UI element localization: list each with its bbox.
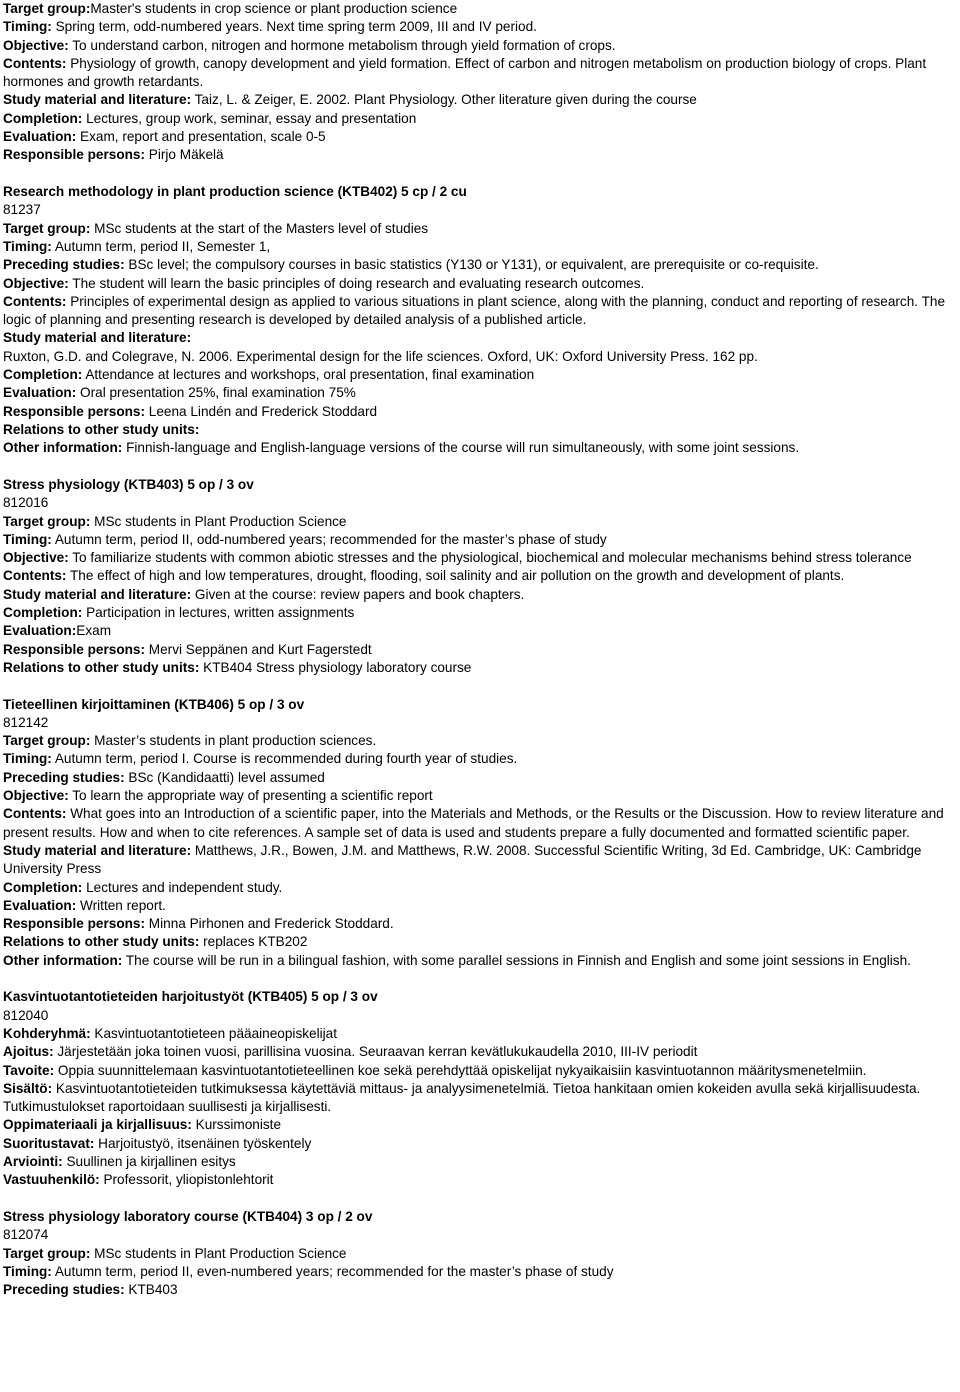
field-value: Exam: [76, 623, 112, 639]
course-field: [3, 659, 960, 677]
course-field: [3, 55, 960, 92]
field-label: Vastuuhenkilö:: [3, 1172, 100, 1188]
course-field: [3, 842, 960, 879]
course-title: Stress physiology (KTB403) 5 op / 3 ov: [3, 476, 254, 492]
field-label: Study material and literature:: [3, 842, 192, 858]
field-value: Lectures, group work, seminar, essay and presentation: [82, 110, 417, 126]
field-value: BSc level; the compulsory courses in basic statistics (Y130 or Y131), or equivalent, are prerequisite or co-requisite.: [124, 257, 819, 273]
field-label: Completion:: [3, 879, 83, 895]
field-label: Relations to other study units:: [3, 659, 200, 675]
field-value: Finnish-language and English-language versions of the course will run simultaneously, with some joint sessions.: [122, 440, 800, 456]
field-label: Timing:: [3, 751, 52, 767]
field-value: Principles of experimental design as applied to various situations in plant science, along with the planning, conduct and reporting of research. The logic of planning and presenting research is developed by detailed analysis of a published article.: [3, 293, 946, 328]
course-field: [3, 293, 960, 330]
field-label: Kohderyhmä:: [3, 1026, 91, 1041]
field-value: KTB404 Stress physiology laboratory course: [199, 659, 472, 675]
field-label: Completion:: [3, 604, 83, 620]
field-value: Pirjo Mäkelä: [145, 147, 224, 163]
field-value: MSc students in Plant Production Science: [90, 1245, 347, 1261]
course-field: [3, 641, 960, 659]
course-field: [3, 329, 960, 347]
course-field: [3, 421, 960, 439]
course-field: [3, 769, 960, 787]
course-field: [3, 952, 960, 970]
field-label: Contents:: [3, 568, 67, 584]
course-field: [3, 1043, 960, 1061]
field-value: Exam, report and presentation, scale 0-5: [76, 129, 326, 145]
course-section: [3, 696, 960, 970]
course-field: [3, 1135, 960, 1153]
field-label: Timing:: [3, 238, 52, 254]
field-value: Professorit, yliopistonlehtorit: [99, 1172, 274, 1188]
course-field: [3, 220, 960, 238]
field-label: Contents:: [3, 293, 67, 309]
course-code: 812040: [3, 1007, 49, 1023]
field-value: Oral presentation 25%, final examination 75%: [76, 385, 356, 401]
field-label: Responsible persons:: [3, 403, 146, 419]
field-label: Oppimateriaali ja kirjallisuus:: [3, 1117, 192, 1133]
field-value: Mervi Seppänen and Kurt Fagerstedt: [145, 641, 372, 657]
course-field: [3, 622, 960, 640]
course-field: [3, 256, 960, 274]
field-value: Written report.: [76, 897, 166, 913]
field-value: The student will learn the basic principles of doing research and evaluating research outcomes.: [68, 275, 645, 291]
intro-section: [3, 0, 960, 165]
course-field: [3, 604, 960, 622]
field-label: Completion:: [3, 110, 83, 126]
field-value: What goes into an Introduction of a scientific paper, into the Materials and Methods, or the Results or the Discussion. How to review literature and present results. How and when to cite references. A sample set of data is used and students prepare a fully documented and formatted scientific paper.: [3, 806, 944, 840]
course-field: [3, 275, 960, 293]
field-value: MSc students in Plant Production Science: [90, 513, 347, 529]
field-value: KTB403: [124, 1282, 178, 1298]
field-value: Kasvintuotantotieteiden tutkimuksessa käytettäviä mittaus- ja analyysimenetelmiä. Tietoa hankitaan omien kokeiden avulla sekä kirjallisuudesta. Tutkimustulokset raportoidaan suullisesti ja kirjallisesti.: [3, 1080, 921, 1115]
field-value: Harjoitustyö, itsenäinen työskentely: [94, 1135, 312, 1151]
field-value: Oppia suunnittelemaan kasvintuotantotieteellinen koe sekä perehdyttää opiskelijat nykyaikaisiin kasvintuotannon määritysmenetelmiin.: [54, 1062, 867, 1078]
field-value: Minna Pirhonen and Frederick Stoddard.: [145, 916, 394, 932]
course-field: [3, 1245, 960, 1263]
course-code: 81237: [3, 202, 41, 218]
field-label: Target group:: [3, 1, 91, 16]
field-label: Target group:: [3, 1245, 91, 1261]
course-field: [3, 586, 960, 604]
field-value: Järjestetään joka toinen vuosi, parillisina vuosina. Seuraavan kerran kevätlukukaudella 2010, III-IV periodit: [53, 1044, 698, 1060]
field-label: Ajoitus:: [3, 1044, 54, 1060]
field-value: Master’s students in plant production sciences.: [90, 733, 377, 749]
course-title: Research methodology in plant production science (KTB402) 5 cp / 2 cu: [3, 184, 467, 200]
course-title: Stress physiology laboratory course (KTB404) 3 op / 2 ov: [3, 1209, 373, 1225]
field-label: Timing:: [3, 531, 52, 547]
field-value: Lectures and independent study.: [82, 879, 283, 895]
field-label: Objective:: [3, 788, 69, 804]
course-field: [3, 18, 960, 36]
course-field: [3, 750, 960, 768]
course-field: [3, 897, 960, 915]
course-field: [3, 567, 960, 585]
field-label: Responsible persons:: [3, 147, 146, 163]
course-field: [3, 787, 960, 805]
field-label: Arviointi:: [3, 1154, 63, 1170]
field-label: Responsible persons:: [3, 641, 146, 657]
field-value: Autumn term, period II, odd-numbered years; recommended for the master’s phase of study: [51, 531, 607, 547]
field-value: Matthews, J.R., Bowen, J.M. and Matthews, R.W. 2008. Successful Scientific Writing, 3d Ed. Cambridge, UK: Cambridge University Press: [3, 842, 922, 877]
course-code: 812142: [3, 714, 49, 730]
field-label: Target group:: [3, 733, 91, 749]
field-label: Tavoite:: [3, 1062, 55, 1078]
field-label: Preceding studies:: [3, 769, 125, 785]
field-label: Sisältö:: [3, 1080, 53, 1096]
course-field: [3, 0, 960, 18]
field-label: Objective:: [3, 275, 69, 291]
course-field: [3, 915, 960, 933]
field-value: Leena Lindén and Frederick Stoddard: [145, 403, 378, 419]
field-label: Evaluation:: [3, 385, 77, 401]
course-field: [3, 1281, 960, 1299]
field-label: Objective:: [3, 550, 69, 566]
field-label: Preceding studies:: [3, 1282, 125, 1298]
course-field: [3, 439, 960, 457]
course-field: [3, 531, 960, 549]
course-field: [3, 933, 960, 951]
field-label: Completion:: [3, 367, 83, 383]
section-spacer: [3, 677, 960, 695]
course-field: [3, 1062, 960, 1080]
course-code: 812074: [3, 1227, 49, 1243]
field-value: Suullinen ja kirjallinen esitys: [62, 1154, 236, 1170]
field-label: Preceding studies:: [3, 257, 125, 273]
field-label: Other information:: [3, 952, 123, 968]
field-value: Kurssimoniste: [191, 1117, 282, 1133]
course-field: [3, 366, 960, 384]
field-label: Contents:: [3, 55, 67, 71]
field-label: Study material and literature:: [3, 92, 192, 108]
field-value: Master's students in crop science or plant production science: [90, 1, 458, 16]
field-value: To learn the appropriate way of presenting a scientific report: [68, 788, 433, 804]
course-field: [3, 549, 960, 567]
course-field: [3, 384, 960, 402]
course-field: [3, 1080, 960, 1117]
course-field: [3, 732, 960, 750]
course-section: [3, 988, 960, 1189]
field-value: Autumn term, period II, even-numbered years; recommended for the master’s phase of study: [51, 1263, 614, 1279]
course-field: [3, 1171, 960, 1189]
course-title: Tieteellinen kirjoittaminen (KTB406) 5 op / 3 ov: [3, 696, 305, 712]
field-label: Target group:: [3, 220, 91, 236]
course-field: [3, 513, 960, 531]
courses-list: [3, 165, 960, 1300]
course-field: [3, 128, 960, 146]
course-field: [3, 146, 960, 164]
field-label: Study material and literature:: [3, 586, 192, 602]
course-field: [3, 1153, 960, 1171]
field-label: Timing:: [3, 1263, 52, 1279]
field-label: Contents:: [3, 806, 67, 822]
field-label: Timing:: [3, 19, 52, 35]
course-field: [3, 805, 960, 842]
course-field: [3, 91, 960, 109]
course-field: [3, 110, 960, 128]
field-value: To understand carbon, nitrogen and hormone metabolism through yield formation of crops.: [68, 37, 616, 53]
field-label: Responsible persons:: [3, 916, 146, 932]
course-field: [3, 348, 960, 366]
field-value: Kasvintuotantotieteen pääaineopiskelijat: [90, 1026, 337, 1041]
course-field: [3, 879, 960, 897]
section-spacer: [3, 1190, 960, 1208]
field-label: Evaluation:: [3, 623, 77, 639]
field-label: Target group:: [3, 513, 91, 529]
section-spacer: [3, 970, 960, 988]
field-value: Participation in lectures, written assignments: [82, 604, 355, 620]
field-value: Autumn term, period II, Semester 1,: [51, 238, 271, 254]
course-title: Kasvintuotantotieteiden harjoitustyöt (KTB405) 5 op / 3 ov: [3, 989, 378, 1005]
field-label: Study material and literature:: [3, 330, 192, 346]
course-section: [3, 183, 960, 457]
field-value: replaces KTB202: [199, 934, 308, 950]
field-value: Given at the course: review papers and book chapters.: [191, 586, 525, 602]
course-section: [3, 1208, 960, 1299]
field-value: Ruxton, G.D. and Colegrave, N. 2006. Experimental design for the life sciences. Oxford, UK: Oxford University Press. 162 pp.: [3, 348, 758, 364]
course-field: [3, 1263, 960, 1281]
field-value: MSc students at the start of the Masters level of studies: [90, 220, 429, 236]
section-spacer: [3, 165, 960, 183]
course-field: [3, 403, 960, 421]
field-value: Attendance at lectures and workshops, oral presentation, final examination: [82, 367, 535, 383]
field-label: Other information:: [3, 440, 123, 456]
field-label: Objective:: [3, 37, 69, 53]
course-field: [3, 1025, 960, 1043]
field-label: Relations to other study units:: [3, 421, 200, 437]
field-value: The course will be run in a bilingual fashion, with some parallel sessions in Finnish and English and some joint sessions in English.: [122, 952, 911, 968]
section-spacer: [3, 458, 960, 476]
course-section: [3, 476, 960, 677]
field-value: Taiz, L. & Zeiger, E. 2002. Plant Physiology. Other literature given during the course: [191, 92, 697, 108]
field-value: To familiarize students with common abiotic stresses and the physiological, biochemical and molecular mechanisms behind stress tolerance: [68, 550, 912, 566]
field-value: Physiology of growth, canopy development and yield formation. Effect of carbon and nitrogen metabolism on production biology of crops. Plant hormones and growth retardants.: [3, 55, 927, 90]
field-value: BSc (Kandidaatti) level assumed: [124, 769, 325, 785]
field-value: The effect of high and low temperatures, drought, flooding, soil salinity and air pollution on the growth and development of plants.: [66, 568, 845, 584]
course-code: 812016: [3, 495, 49, 511]
field-label: Evaluation:: [3, 129, 77, 145]
field-label: Suoritustavat:: [3, 1135, 95, 1151]
field-value: Spring term, odd-numbered years. Next time spring term 2009, III and IV period.: [51, 19, 537, 35]
field-label: Evaluation:: [3, 897, 77, 913]
field-label: Relations to other study units:: [3, 934, 200, 950]
field-value: Autumn term, period I. Course is recommended during fourth year of studies.: [51, 751, 518, 767]
course-field: [3, 37, 960, 55]
course-field: [3, 238, 960, 256]
course-field: [3, 1116, 960, 1134]
